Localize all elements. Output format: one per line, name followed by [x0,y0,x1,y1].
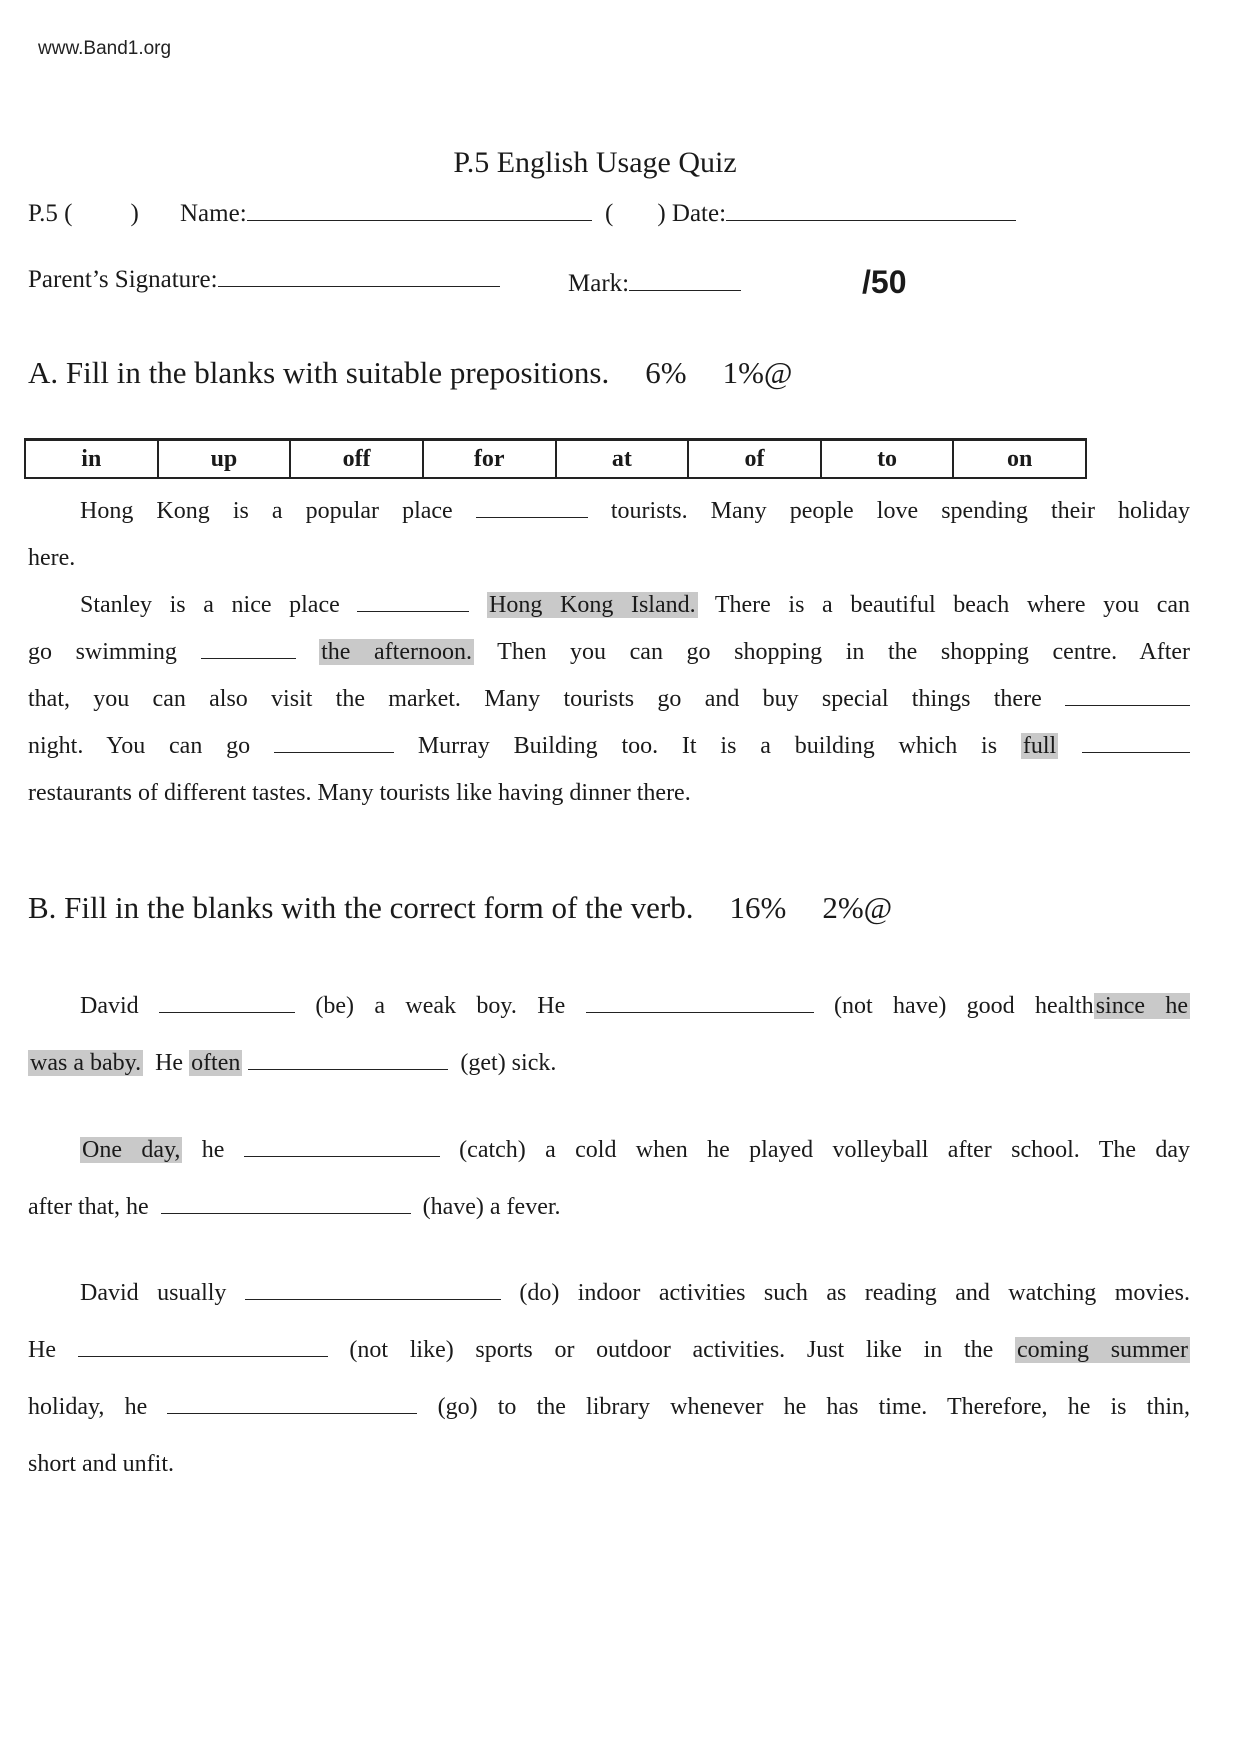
passage-b-line-3: One day, he (catch) a cold when he played volleyball after school. The day [28,1122,1190,1179]
class-close: ) [130,200,139,227]
passage-b-para-2 [28,1122,1190,1236]
section-a-title [28,355,792,391]
site-url: www.Band1.org [38,38,172,59]
passage-b-para-1 [28,978,1190,1092]
blank-a6[interactable] [1082,730,1190,753]
blank-b8[interactable] [167,1391,417,1414]
blank-b2[interactable] [586,990,814,1013]
mark-blank[interactable] [629,289,741,291]
word-to: to [821,440,954,479]
blank-a2[interactable] [357,589,469,612]
blank-a3[interactable] [201,636,296,659]
passage-a-line-5: that, you can also visit the market. Many tourists go and buy special things there [28,676,1190,723]
word-in: in [25,440,158,479]
blank-b4[interactable] [244,1134,440,1157]
section-b-each: 2%@ [822,890,893,925]
blank-b3[interactable] [248,1047,448,1070]
word-off: off [290,440,423,479]
mark-label: Mark: [568,270,630,297]
passage-b-para-3 [28,1265,1190,1493]
passage-a-line-6: night. You can go Murray Building too. It is a building which is full [28,723,1190,770]
blank-b7[interactable] [78,1334,328,1357]
mark-field[interactable] [568,270,741,298]
section-a-heading: A. Fill in the blanks with suitable prepositions. [28,355,610,390]
section-a-each: 1%@ [722,355,793,390]
signature-blank[interactable] [218,285,500,287]
word-for: for [423,440,556,479]
passage-b-line-6: He (not like) sports or outdoor activities. Just like in the coming summer [28,1322,1190,1379]
passage-a-line-7: restaurants of different tastes. Many tourists like having dinner there. [28,780,691,806]
class-field [28,200,139,228]
word-at: at [556,440,689,479]
name-field[interactable] [180,200,592,228]
passage-b-line-4: after that, he (have) a fever. [28,1179,1190,1236]
blank-a5[interactable] [274,730,394,753]
total-marks: /50 [862,264,907,300]
passage-a-line-1: Hong Kong is a popular place tourists. Many people love spending their holiday [28,488,1190,535]
passage-b-line-1: David (be) a weak boy. He (not have) good healthsince he [28,978,1190,1035]
class-number-field [605,200,1016,228]
section-b-title [28,890,892,926]
passage-b-line-2: was a baby. He often (get) sick. [28,1035,1190,1092]
section-b-percent: 16% [729,890,787,925]
date-label: ) Date: [657,200,727,227]
passage-b-line-7: holiday, he (go) to the library whenever he has time. Therefore, he is thin, [28,1379,1190,1436]
signature-label: Parent’s Signature: [28,266,218,293]
passage-b-line-8: short and unfit. [28,1451,174,1477]
blank-b1[interactable] [159,990,295,1013]
passage-a-line-4: go swimming the afternoon. Then you can go shopping in the shopping centre. After [28,629,1190,676]
date-blank[interactable] [726,219,1016,221]
word-up: up [158,440,291,479]
section-b-heading: B. Fill in the blanks with the correct form of the verb. [28,890,694,925]
word-on: on [953,440,1086,479]
name-blank[interactable] [247,219,592,221]
passage-b-line-5: David usually (do) indoor activities such as reading and watching movies. [28,1265,1190,1322]
word-of: of [688,440,821,479]
class-label: P.5 ( [28,200,73,227]
blank-b5[interactable] [161,1191,411,1214]
blank-a4[interactable] [1065,683,1190,706]
section-a-percent: 6% [645,355,687,390]
name-label: Name: [180,200,247,227]
signature-field[interactable] [28,266,500,294]
passage-a [28,488,1190,817]
blank-a1[interactable] [476,495,588,518]
number-open: ( [605,200,614,227]
passage-a-line-3: Stanley is a nice place Hong Kong Island. There is a beautiful beach where you can [28,582,1190,629]
word-bank [24,438,1087,479]
quiz-title: P.5 English Usage Quiz [453,146,737,179]
blank-b6[interactable] [245,1277,501,1300]
passage-a-line-2: here. [28,545,76,571]
